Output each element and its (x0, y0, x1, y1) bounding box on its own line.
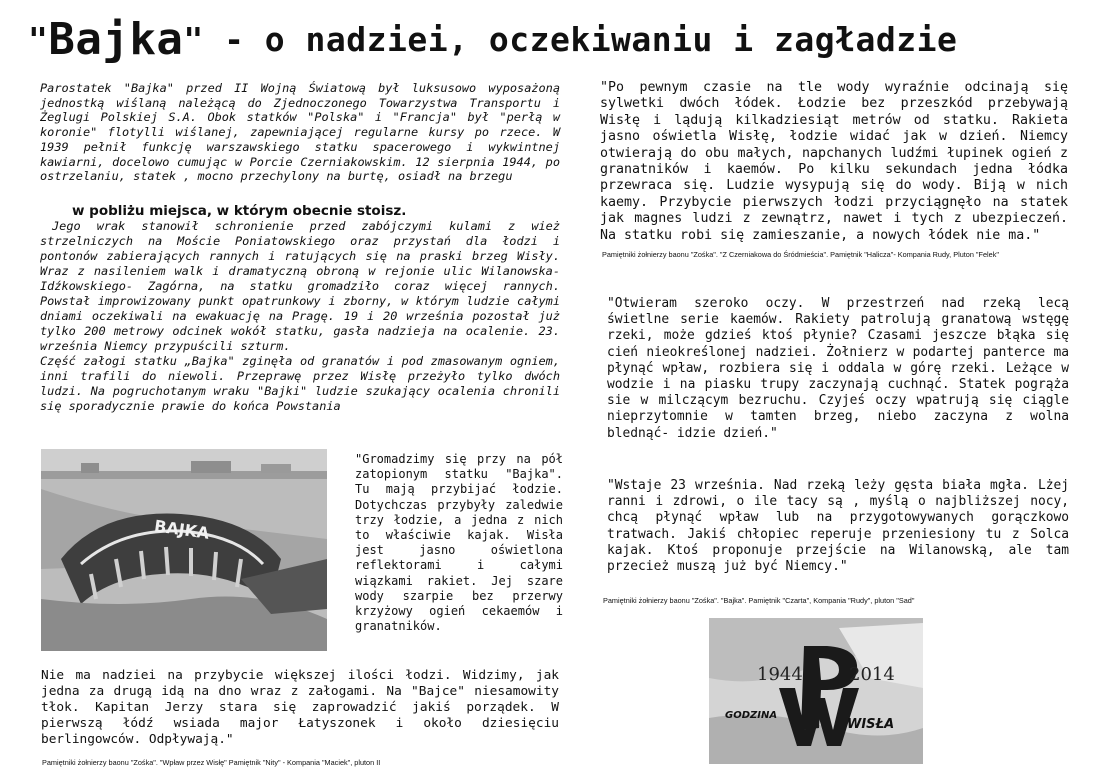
title-subtitle: - o nadziei, oczekiwaniu i zagładzie (203, 20, 958, 59)
title-quote-open: " (28, 20, 49, 59)
title-name: Bajka (48, 14, 184, 65)
intro-paragraph-3: Część załogi statku „Bajka" zginęła od granatów i pod zmasowanym ogniem, inni trafili do niewoli. Przeprawę przez Wisłę przeżyło tylko dwóch ludzi. Na pogruchotanym wraku "Bajki" ludzie szukający ocalenia chronili się sporadycznie prawie do końca Powstania (40, 354, 560, 413)
photo-caption: "Gromadzimy się przy na pół zatopionym statku "Bajka". Tu mają przybijać łodzie. Dotychczas przybyły zaledwie trzy łodzie, a jedna z nich to właściwie kajak. Wisła jest jasno oświetlona reflektorami i całymi wiązkami rakiet. Jej szare wody szarpie bez przerwy krzyżowy ogień cekaemów i granatników. (355, 452, 563, 634)
logo-year-start: 1944 (757, 664, 803, 685)
intro-paragraph-2: Jego wrak stanowił schronienie przed zabójczymi kulami z wież strzelniczych na Moście Poniatowskiego oraz przystań dla łodzi i pontonów zabierających rannych i ratujących się na praski brzeg Wisły. Wraz z nasileniem walk i dramatyczną obroną w rejonie ulic Wilanowska- Idźkowskiego- Zagórna, na statku gromadziło coraz więcej rannych. Powstał improwizowany punkt opatrunkowy i zborny, w którym ludzie całymi dniami oczekiwali na ewakuację na Pragę. 19 i 20 września pozostał już tylko 200 metrowy odcinek wokół statku, gasła nadzieja na ocalenie. 23. września Niemcy przypuścili szturm. (40, 219, 560, 353)
page-title (28, 14, 1078, 64)
source-citation-1: Pamiętniki żołnierzy baonu "Zośka". "Wpław przez Wisłę" Pamiętnik "Nity" - Kompania "Maciek", pluton II (42, 758, 381, 767)
logo-word-right: WISŁA (847, 717, 895, 732)
logo-illustration (709, 618, 923, 764)
godzina-wisla-logo (709, 618, 923, 764)
logo-word-left: GODZINA (725, 710, 778, 721)
logo-year-end: 2014 (849, 664, 895, 685)
intro-body (40, 219, 560, 414)
source-citation-2: Pamiętniki żołnierzy baonu "Zośka". "Z Czerniakowa do Śródmieścia". Pamiętnik "Halicza"- Kompania Rudy, Pluton "Felek" (602, 250, 999, 259)
intro-heading: w pobliżu miejsca, w którym obecnie stoisz. (72, 203, 407, 219)
wreck-label: BAJKA (153, 516, 211, 543)
wreck-photo (41, 449, 327, 651)
title-quote-close: " (183, 20, 204, 59)
intro-paragraph-1: Parostatek "Bajka" przed II Wojną Światową był luksusowo wyposażoną jednostką wiślaną należącą do Zjednoczonego Towarzystwa Transportu i Żeglugi Polskiej S.A. Obok statków "Polska" i "Francja" był "perłą w koronie" flotylli wiślanej, zapewniającej regularne kursy po rzece. W 1939 pełnił funkcję warszawskiego statku spacerowego i wykwintnej kawiarni, docelowo cumując w Porcie Czerniakowskim. 12 sierpnia 1944, po ostrzelaniu, statek , mocno przechylony na burtę, osiadł na brzegu (40, 81, 560, 184)
quote-2: "Otwieram szeroko oczy. W przestrzeń nad rzeką lecą świetlne serie kaemów. Rakiety patrolują granatową wstęgę rzeki, może gdzieś ktoś płynie? Czasami jeszcze błąka się cień nieokreślonej nadziei. Żołnierz w podartej panterce ma płynąć wpław, rozbiera się i oddala w górę rzeki. Leżące w wodzie i na piasku trupy zaczynają cuchnąć. Statek pogrąża sie w milczącym bezruchu. Czyjeś oczy wpatrują się ciągle nieprzytomnie w tamten brzeg, niebo zaczyna z wolna blednąć- idzie dzień." (607, 296, 1069, 441)
bottom-quote: Nie ma nadziei na przybycie większej ilości łodzi. Widzimy, jak jedna za drugą idą na dno wraz z załogami. Na "Bajce" niesamowity tłok. Kapitan Jerzy stara się zaprowadzić jakiś porządek. W pierwszą łódź wsiada major Łatyszonek i około dziesięciu berlingowców. Odpływają." (41, 668, 559, 747)
quote-1: "Po pewnym czasie na tle wody wyraźnie odcinają się sylwetki dwóch łódek. Łodzie bez przeszkód przebywają Wisłę i lądują kilkadziesiąt metrów od statku. Rakieta jasno oświetla Wisłę, łodzie widać jak w dzień. Niemcy otwierają do obu małych, napchanych ludźmi łupinek ogień z granatników i kaemów. Po kilku sekundach jedna łódka przewraca się. Ludzie wysypują się do wody. Biją w nich kaemy. Przybycie pierwszych łodzi przyciągnęło na statek jak magnes ludzi z zewnątrz, nawet i tych z ubezpieczeń. Na statku robi się zamieszanie, a nowych łódek nie ma." (600, 80, 1068, 243)
source-citation-3: Pamiętniki żołnierzy baonu "Zośka". "Bajka". Pamiętnik "Czarta", Kompania "Rudy", pluton "Sad" (603, 596, 915, 605)
quote-3: "Wstaje 23 września. Nad rzeką leży gęsta biała mgła. Lżej ranni i zdrowi, o ile tacy są , myślą o najbliższej nocy, chcą płynąć wpław lub na przygotowywanych gorączkowo tratwach. Jakiś chłopiec reperuje przeniesiony tu z Solca kajak. Ktoś proponuje przejście na Wilanowską, ale tam przecież muszą już być Niemcy." (607, 478, 1069, 575)
wreck-photo-illustration (41, 449, 327, 651)
